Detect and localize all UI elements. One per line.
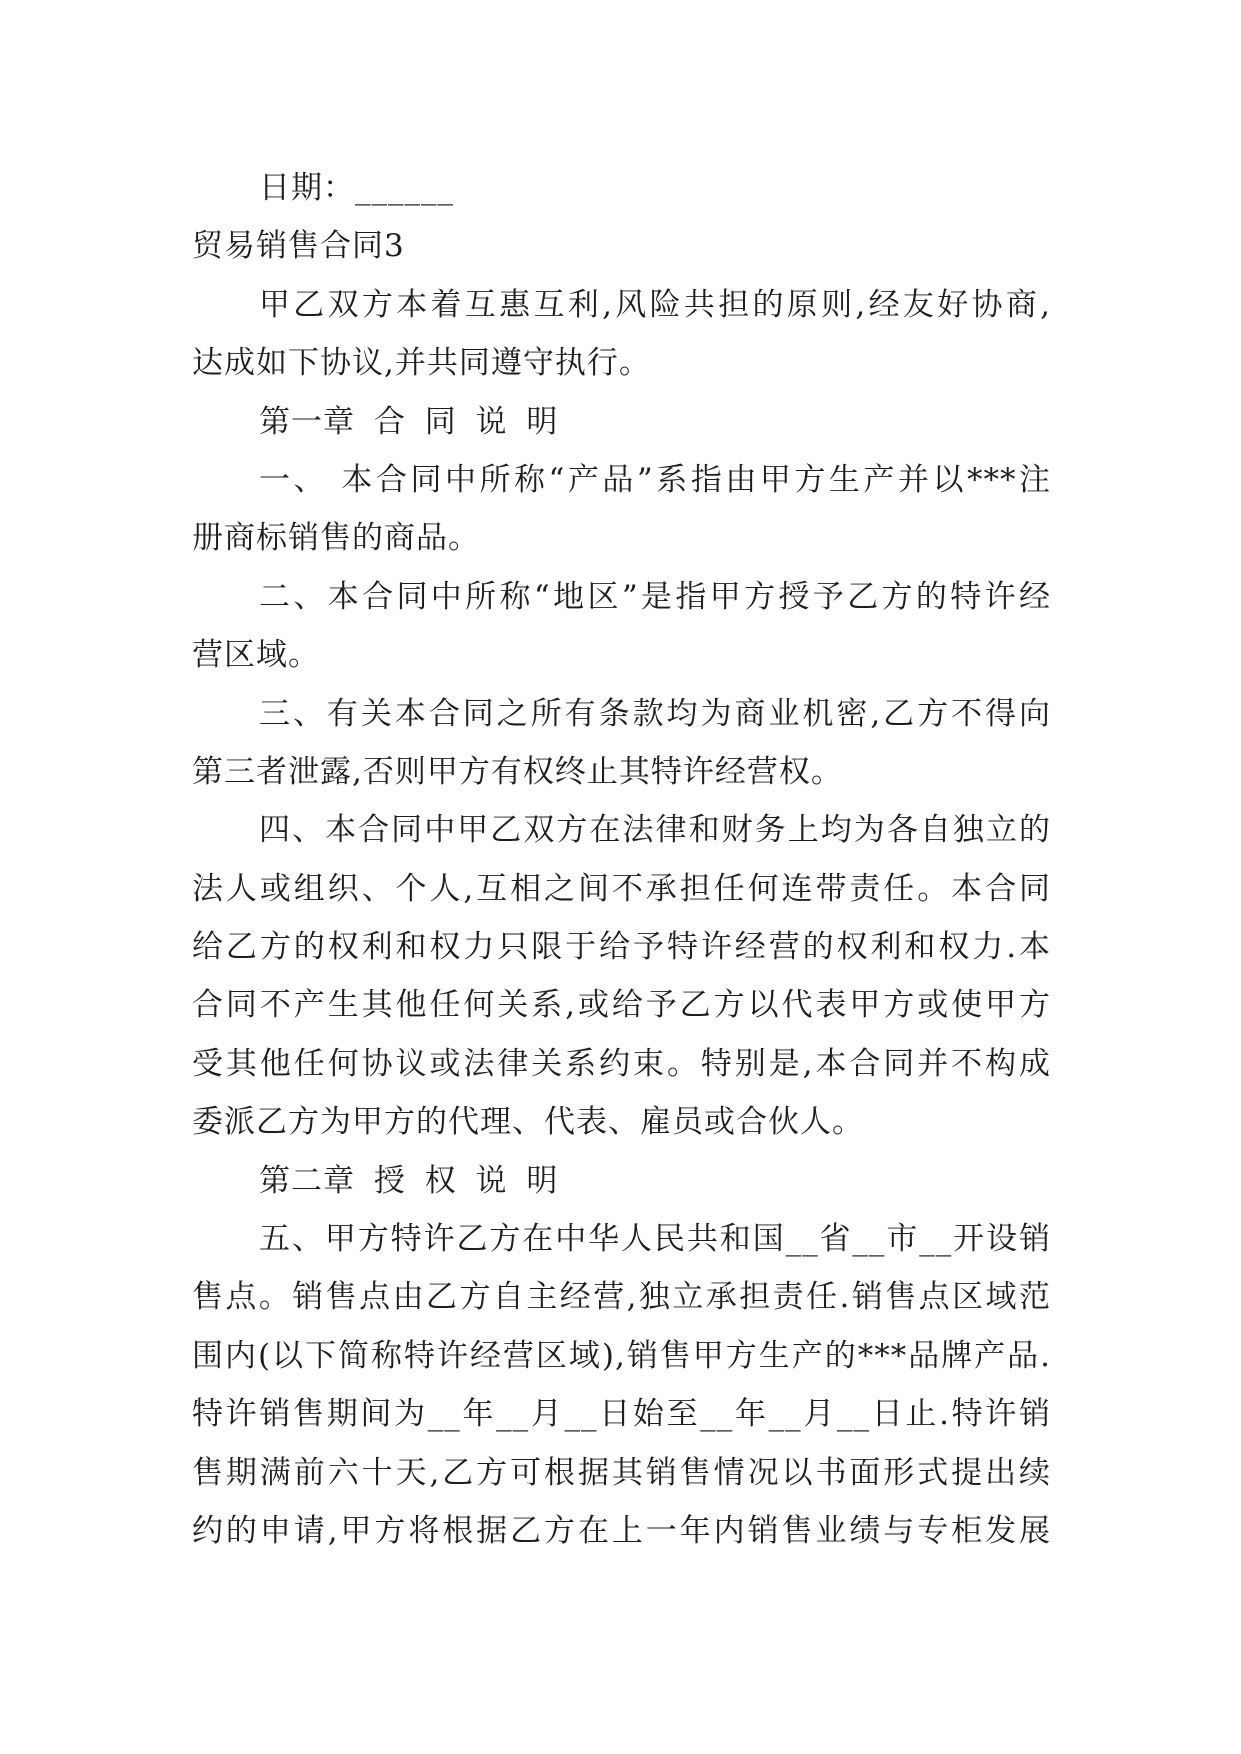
clause-4-paragraph [192,801,1051,1151]
paragraph-line: 营区域。 [192,637,320,674]
paragraph-line: 约的申请,甲方将根据乙方在上一年内销售业绩与专柜发展 [192,1512,1051,1549]
paragraph-line: 四、本合同中甲乙双方在法律和财务上均为各自独立的 [259,812,1051,849]
document-title: 贸易销售合同3 [192,228,405,265]
clause-3-paragraph [192,685,1051,802]
paragraph-line: 售点。销售点由乙方自主经营,独立承担责任.销售点区域范 [192,1279,1051,1316]
paragraph-line: 合同不产生其他任何关系,或给予乙方以代表甲方或使甲方 [192,987,1051,1024]
paragraph-line: 第三者泄露,否则甲方有权终止其特许经营权。 [192,753,843,790]
chapter-2-heading: 第二章 授 权 说 明 [259,1162,559,1199]
paragraph-line: 五、甲方特许乙方在中华人民共和国__省__市__开设销 [259,1221,1051,1258]
paragraph-line: 法人或组织、个人,互相之间不承担任何连带责任。本合同 [192,870,1051,907]
paragraph-line: 一、 本合同中所称“产品”系指由甲方生产并以***注 [259,461,1051,498]
paragraph-line: 三、有关本合同之所有条款均为商业机密,乙方不得向 [259,695,1051,732]
clause-5-paragraph [192,1210,1051,1560]
paragraph-line: 特许销售期间为__年__月__日始至__年__月__日止.特许销 [192,1396,1051,1433]
paragraph-line: 受其他任何协议或法律关系约束。特别是,本合同并不构成 [192,1045,1051,1082]
chapter-2-section [192,1152,1051,1561]
paragraph-line: 售期满前六十天,乙方可根据其销售情况以书面形式提出续 [192,1454,1051,1491]
paragraph-line: 册商标销售的商品。 [192,520,480,557]
clause-1-paragraph [192,451,1051,568]
paragraph-line: 给乙方的权利和权力只限于给予特许经营的权利和权力.本 [192,929,1051,966]
chapter-1-section [192,393,1051,1152]
chapter-1-heading: 第一章 合 同 说 明 [259,403,559,440]
paragraph-line: 二、本合同中所称“地区”是指甲方授予乙方的特许经 [259,578,1051,615]
preamble-paragraph [192,276,1051,393]
paragraph-line: 达成如下协议,并共同遵守执行。 [192,345,651,382]
date-line: 日期：______ [259,170,454,206]
paragraph-line: 甲乙双方本着互惠互利,风险共担的原则,经友好协商, [259,286,1051,323]
clause-2-paragraph [192,568,1051,685]
paragraph-line: 委派乙方为甲方的代理、代表、雇员或合伙人。 [192,1104,864,1141]
paragraph-line: 围内(以下简称特许经营区域),销售甲方生产的***品牌产品. [192,1337,1051,1374]
